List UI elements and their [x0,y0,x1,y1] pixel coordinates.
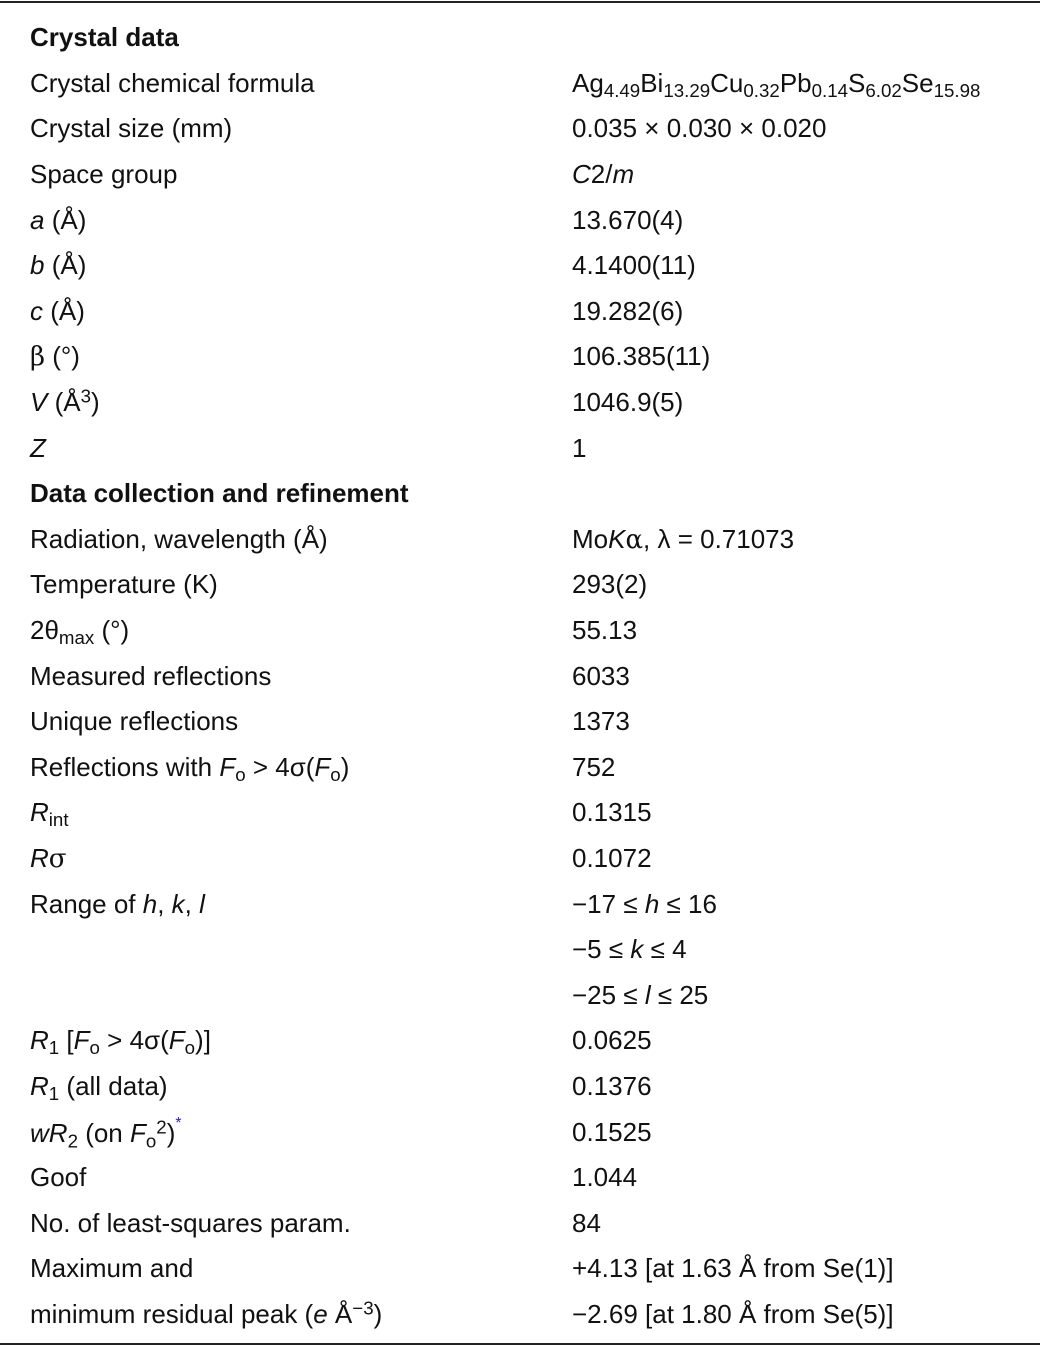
row-value: 13.670(4) [572,204,684,235]
table-row [0,790,1040,836]
crystal-data-table [0,1,1040,1345]
row-value: 1 [572,432,587,463]
row-value: 6033 [572,660,630,691]
row-label: No. of least-squares param. [30,1207,351,1238]
table-row [0,380,1040,426]
row-value: 55.13 [572,615,638,646]
row-value: 0.1376 [572,1070,652,1101]
row-label: Radiation, wavelength (Å) [30,523,328,554]
row-label-c: c (Å) [30,295,85,326]
row-label: Space group [30,159,178,190]
chemical-formula: $Ag_{4.49}Bi_{13.29}Cu_{0.32}Pb_{0.14}S_{6.02}Se_{15.98}$ [572,67,981,102]
row-value: 4.1400(11) [572,250,696,281]
table-row [0,1018,1040,1064]
row-value: 0.1072 [572,842,652,873]
range-l: −25 ≤ l ≤ 25 [572,979,709,1010]
row-label-r1-obs: $R_1$ $[F_o > 4\sigma(F_o)]$ [30,1025,211,1059]
radiation-value: MoKα, λ = 0.71073 [572,523,795,555]
row-value: 1373 [572,706,630,737]
table-row [0,972,1040,1018]
row-label: Crystal chemical formula [30,67,315,98]
row-label: Temperature (K) [30,569,218,600]
table-row [0,1155,1040,1201]
row-value: 0.1525 [572,1116,652,1147]
row-label-reflections-fo: Reflections with $F_o > 4\sigma(F_o)$ [30,751,350,786]
row-value: 1.044 [572,1162,638,1193]
row-label: Goof [30,1162,87,1193]
range-h: −17 ≤ h ≤ 16 [572,888,717,919]
row-value: 106.385(11) [572,341,711,372]
table-row [0,106,1040,152]
row-label-min: minimum residual peak (e $Å^{-3}$) [30,1297,383,1329]
table-row [0,197,1040,243]
table-row [0,1064,1040,1110]
table-row [0,1109,1040,1155]
row-label-wr2: $wR_2$ (on $F_o^2)^*$ [30,1115,182,1152]
section-title: Crystal data [30,22,179,53]
table-row [0,425,1040,471]
row-value: 1046.9(5) [572,387,684,418]
row-label-b: b (Å) [30,250,87,281]
section-header-crystal-data [0,15,1040,61]
table-row [0,61,1040,107]
space-group-value: C2/m [572,159,635,190]
table-row [0,1200,1040,1246]
row-value: 84 [572,1207,601,1238]
footnote-link[interactable]: * [175,1115,182,1133]
row-label: Crystal size (mm) [30,113,233,144]
min-residual-value: −2.69 [at 1.80 Å from Se(5)] [572,1298,894,1329]
table-row [0,289,1040,335]
row-label-rint: $R_{int}$ [30,797,69,831]
section-header-data-collection [0,471,1040,517]
max-residual-value: +4.13 [at 1.63 Å from Se(1)] [572,1253,894,1284]
row-label-beta: β (°) [30,341,80,373]
table-row [0,927,1040,973]
row-value: 0.1315 [572,797,652,828]
row-label-range: Range of h, k, l [30,888,205,919]
table-row [0,1292,1040,1338]
table-row [0,608,1040,654]
row-value: 0.0625 [572,1025,652,1056]
range-k: −5 ≤ k ≤ 4 [572,934,687,965]
row-value: 19.282(6) [572,295,684,326]
row-label-rsigma: Rσ [30,842,67,874]
row-value: 0.035 × 0.030 × 0.020 [572,113,827,144]
row-label: Measured reflections [30,660,272,691]
row-label-two-theta: $2\theta_{max}$ (°) [30,615,130,649]
table-row [0,1246,1040,1292]
table-row [0,517,1040,563]
row-value: 752 [572,751,616,782]
row-value: 293(2) [572,569,648,600]
section-title: Data collection and refinement [30,478,409,509]
table-row [0,152,1040,198]
row-label-a: a (Å) [30,204,87,235]
row-label: Unique reflections [30,706,239,737]
table-row [0,653,1040,699]
row-label-max: Maximum and [30,1253,194,1284]
table-row [0,243,1040,289]
row-label-z: Z [30,432,46,463]
row-label-volume: V $(Å^3)$ [30,385,100,418]
table-row [0,836,1040,882]
table-row [0,745,1040,791]
table-row [0,562,1040,608]
table-row [0,881,1040,927]
table-row [0,699,1040,745]
row-label-r1-all: $R_1$ (all data) [30,1070,168,1105]
table-row [0,334,1040,380]
